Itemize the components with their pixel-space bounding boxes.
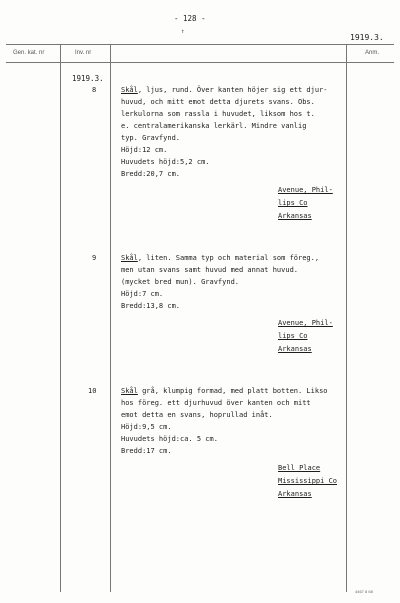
entry-title: Skål [121,254,138,262]
entry-line: Huvudets höjd:ca. 5 cm. [121,435,218,443]
entry-number: 10 [88,387,97,395]
header-inv-nr: Inv. nr [75,50,92,56]
entry-line: Bredd:13,8 cm. [121,302,181,310]
entry-title: Skål [121,86,138,94]
header-gen-kat-nr: Gen. kat. nr [13,50,45,56]
entry-text: Skål, ljus, rund. Över kanten höjer sig ett djur- [121,86,328,94]
entry-line: Höjd:12 cm. [121,146,168,154]
header-bottom-rule [6,62,394,63]
entry-text: Skål, liten. Samma typ och material som föreg., [121,254,320,262]
entry-location-line: Arkansas [278,212,312,220]
entry-line: huvud, och mitt emot detta djurets svans. Obs. [121,98,315,106]
entry-location-line: lips Co [278,199,308,207]
entry-line: Bredd:20,7 cm. [121,170,181,178]
column-divider-inv [110,44,111,592]
entry-line: typ. Gravfynd. [121,134,181,142]
entry-line: Bredd:17 cm. [121,447,172,455]
header-top-rule [6,44,394,45]
entry-location-line: Arkansas [278,345,312,353]
entry-line: men utan svans samt huvud med annat huvud. [121,266,299,274]
entry-line: Höjd:7 cm. [121,290,164,298]
corner-date: 1919.3. [350,33,384,42]
header-anm: Anm. [365,50,380,56]
entry-line: lerkulorna som rassla i huvudet, liksom hos t. [121,110,315,118]
entry-location-line: Mississippi Co [278,477,338,485]
column-divider-anm [346,44,347,592]
pencil-mark: ↑ [181,28,185,35]
entry-location-line: lips Co [278,332,308,340]
entry-location-line: Avenue, Phil- [278,319,333,327]
entry-line: emot detta en svans, hoprullad inåt. [121,411,273,419]
entry-location-line: Arkansas [278,490,312,498]
entry-location-line: Avenue, Phil- [278,186,333,194]
entry-line: Höjd:9,5 cm. [121,423,172,431]
entry-line: e. centralamerikanska lerkärl. Mindre vanlig [121,122,307,130]
footer-print-mark: 4467 8 68 [355,589,373,594]
entry-line: Huvudets höjd:5,2 cm. [121,158,210,166]
group-year: 1919.3. [72,74,104,83]
page-number: - 128 - [174,14,206,23]
entry-number: 9 [92,254,97,262]
entry-line: (mycket bred mun). Gravfynd. [121,278,240,286]
column-divider-gen [60,44,61,592]
entry-text: Skål grå, klumpig formad, med platt botten. Likso [121,387,328,395]
entry-number: 8 [92,86,97,94]
entry-title: Skål [121,387,138,395]
entry-line: hos föreg. ett djurhuvud över kanten och mitt [121,399,311,407]
entry-location-line: Bell Place [278,464,321,472]
